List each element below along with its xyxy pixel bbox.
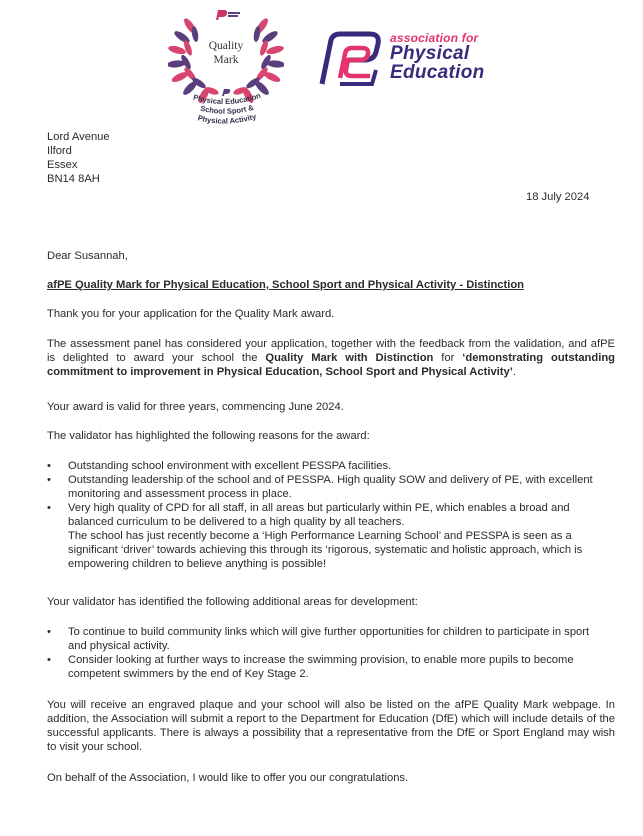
list-item-text: Outstanding school environment with excellent PESSPA facilities. (68, 460, 392, 472)
quality-mark-badge (168, 4, 284, 126)
badge-title-line2: Mark (213, 54, 239, 66)
bullet-icon: • (47, 654, 51, 666)
award-text: The assessment panel has considered your application, together with the feedback from the validation, and afPE is delighted to award your school the (47, 338, 615, 364)
paragraph-congratulations: On behalf of the Association, I would like to offer you our congratulations. (47, 772, 409, 784)
award-text: . (512, 366, 516, 378)
bullet-icon: • (47, 474, 51, 486)
award-text: for (433, 352, 463, 364)
badge-title-line1: Quality (208, 40, 244, 52)
address-line: Ilford (47, 145, 72, 157)
paragraph-reasons-intro: The validator has highlighted the following reasons for the award: (47, 430, 370, 442)
subject-line: afPE Quality Mark for Physical Education, School Sport and Physical Activity - Distinction (47, 279, 525, 291)
paragraph-validity: Your award is valid for three years, commencing June 2024. (47, 401, 344, 413)
bullet-icon: • (47, 502, 51, 514)
badge-arc-line3: Physical Activity (196, 111, 258, 126)
reasons-list (47, 459, 607, 571)
list-item (47, 653, 607, 681)
bullet-icon: • (47, 460, 51, 472)
address-line: BN14 8AH (47, 173, 100, 185)
badge-arc-line1: Physical Education (192, 90, 262, 107)
afpe-logo-line3: Education (390, 62, 485, 83)
recipient-address (47, 130, 110, 186)
badge-arc-line2: School Sport & (199, 102, 255, 116)
paragraph-thanks: Thank you for your application for the Quality Mark award. (47, 308, 335, 320)
list-item (47, 625, 607, 653)
afpe-monogram-icon (318, 30, 390, 88)
bullet-icon: • (47, 626, 51, 638)
letter-date: 18 July 2024 (526, 191, 590, 203)
paragraph-development-intro: Your validator has identified the following additional areas for development: (47, 596, 418, 608)
list-item-continuation: The school has just recently become a ‘High Performance Learning School’ and PESSPA is seen as a significant ‘driver’ towards achieving this through its ‘rigorous, systematic and holistic approach, which is empowering children to believe anything is possible! (68, 530, 583, 570)
award-name: Quality Mark with Distinction (265, 352, 434, 364)
list-item-text: Outstanding leadership of the school and of PESSPA. High quality SOW and delivery of PE, with excellent monitoring and assessment process in place. (68, 474, 593, 500)
paragraph-plaque: You will receive an engraved plaque and your school will also be listed on the afPE Quality Mark webpage. In addition, the Association will submit a report to the Department for Education (DfE) which will include details of the successful applicants. There is always a possibility that a representative from the DfE or Sport England may wish to visit your school. (47, 699, 615, 753)
afpe-logo (318, 30, 508, 88)
paragraph-award (47, 337, 615, 379)
list-item (47, 459, 607, 473)
list-item-text: Very high quality of CPD for all staff, in all areas but particularly within PE, which enables a broad and balanced curriculum to be delivered to a high quality by all teachers. (68, 502, 570, 528)
address-line: Lord Avenue (47, 131, 110, 143)
award-citation: ‘demonstrating outstanding commitment to improvement in Physical Education, School Sport and Physical Activity’ (47, 352, 615, 378)
list-item-text: Consider looking at further ways to increase the swimming provision, to enable more pupils to become competent swimmers by the end of Key Stage 2. (68, 654, 574, 680)
afpe-logo-line2: Physical (390, 43, 470, 64)
address-line: Essex (47, 159, 78, 171)
list-item (47, 473, 607, 501)
salutation: Dear Susannah, (47, 250, 128, 262)
list-item-text: To continue to build community links which will give further opportunities for children to participate in sport and physical activity. (68, 626, 590, 652)
development-list (47, 625, 607, 681)
afpe-logo-line1: association for (390, 31, 479, 45)
list-item (47, 501, 607, 571)
